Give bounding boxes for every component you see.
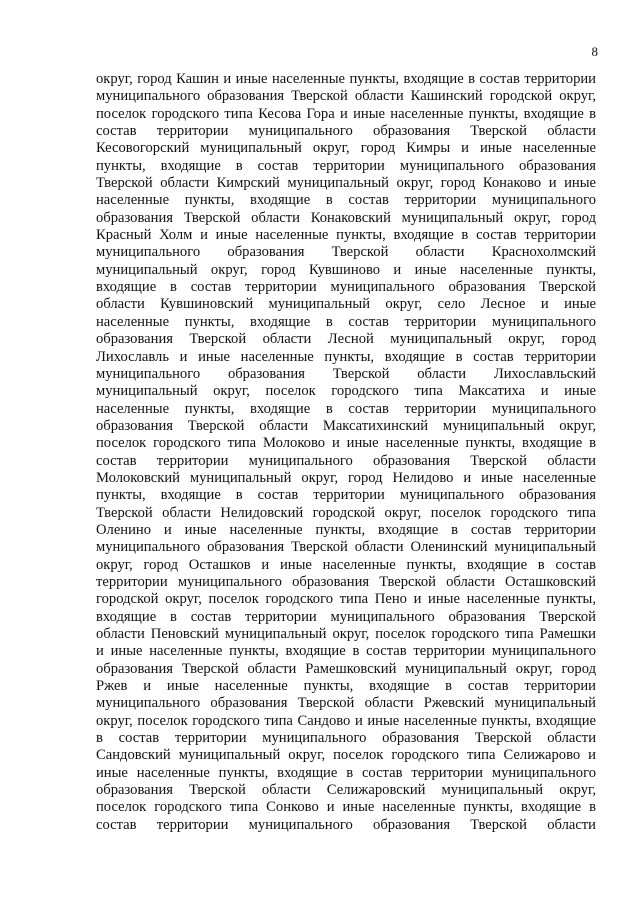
text-line: области Пеновский муниципальный округ, поселок городского типа Рамешки — [96, 626, 596, 642]
text-line: Ржев и иные населенные пункты, входящие в состав территории — [96, 678, 596, 695]
text-line: Красный Холм и иные населенные пункты, входящие в состав территории — [96, 227, 596, 244]
text-line: муниципального образования Тверской области Ржевский муниципальный — [96, 695, 596, 712]
text-line: населенные пункты, входящие в состав территории муниципального — [96, 400, 596, 417]
text-line: образования Тверской области Конаковский муниципальный округ, город — [96, 209, 596, 226]
text-line: муниципального образования Тверской области Кашинский городской округ, — [96, 88, 596, 105]
text-line: территории муниципального образования Тверской области Осташковский — [96, 573, 596, 590]
text-line: поселок городского типа Сонково и иные населенные пункты, входящие в — [96, 799, 596, 816]
text-line: состав территории муниципального образования Тверской области — [96, 452, 596, 469]
text-line: входящие в состав территории муниципального образования Тверской — [96, 608, 596, 625]
text-line: образования Тверской области Селижаровский муниципальный округ, — [96, 782, 596, 799]
text-line: населенные пункты, входящие в состав территории муниципального — [96, 313, 596, 330]
text-line: муниципального образования Тверской области Лихославльский — [96, 365, 596, 382]
text-line: муниципального образования Тверской области Оленинский муниципальный — [96, 539, 596, 556]
text-line: пункты, входящие в состав территории муниципального образования — [96, 487, 596, 504]
text-line: Сандовский муниципальный округ, поселок городского типа Селижарово и — [96, 747, 596, 764]
document-body-text — [96, 71, 596, 834]
text-line: состав территории муниципального образования Тверской области — [96, 123, 596, 140]
text-line: входящие в состав территории муниципального образования Тверской — [96, 279, 596, 296]
text-line: поселок городского типа Кесова Гора и иные населенные пункты, входящие в — [96, 105, 596, 122]
text-line: округ, город Кашин и иные населенные пункты, входящие в состав территории — [96, 71, 596, 87]
text-line: образования Тверской области Максатихинский муниципальный округ, — [96, 417, 596, 434]
text-line: городской округ, поселок городского типа Пено и иные населенные пункты, — [96, 591, 596, 608]
text-line: муниципальный округ, поселок городского типа Максатиха и иные — [96, 383, 596, 400]
text-line: образования Тверской области Рамешковский муниципальный округ, город — [96, 660, 596, 677]
text-line: области Кувшиновский муниципальный округ, село Лесное и иные — [96, 296, 596, 313]
text-line: населенные пункты, входящие в состав территории муниципального — [96, 192, 596, 209]
text-line: состав территории муниципального образования Тверской области — [96, 816, 596, 833]
text-line: иные населенные пункты, входящие в состав территории муниципального — [96, 764, 596, 781]
text-line: образования Тверской области Лесной муниципальный округ, город — [96, 331, 596, 348]
text-line: пункты, входящие в состав территории муниципального образования — [96, 157, 596, 174]
text-line: муниципальный округ, город Кувшиново и иные населенные пункты, — [96, 261, 596, 278]
text-line: Оленино и иные населенные пункты, входящие в состав территории — [96, 521, 596, 538]
page-number: 8 — [591, 44, 598, 59]
text-line: и иные населенные пункты, входящие в состав территории муниципального — [96, 643, 596, 660]
text-line: в состав территории муниципального образования Тверской области — [96, 730, 596, 747]
text-line: Кесовогорский муниципальный округ, город Кимры и иные населенные — [96, 140, 596, 157]
text-line: Молоковский муниципальный округ, город Нелидово и иные населенные — [96, 469, 596, 486]
text-line: округ, поселок городского типа Сандово и иные населенные пункты, входящие — [96, 712, 596, 729]
text-line: муниципального образования Тверской области Краснохолмский — [96, 244, 596, 261]
text-line: поселок городского типа Молоково и иные населенные пункты, входящие в — [96, 435, 596, 452]
text-line: округ, город Осташков и иные населенные пункты, входящие в состав — [96, 556, 596, 573]
text-line: Тверской области Нелидовский городской округ, поселок городского типа — [96, 504, 596, 521]
text-line: Тверской области Кимрский муниципальный округ, город Конаково и иные — [96, 175, 596, 192]
text-line: Лихославль и иные населенные пункты, входящие в состав территории — [96, 348, 596, 365]
